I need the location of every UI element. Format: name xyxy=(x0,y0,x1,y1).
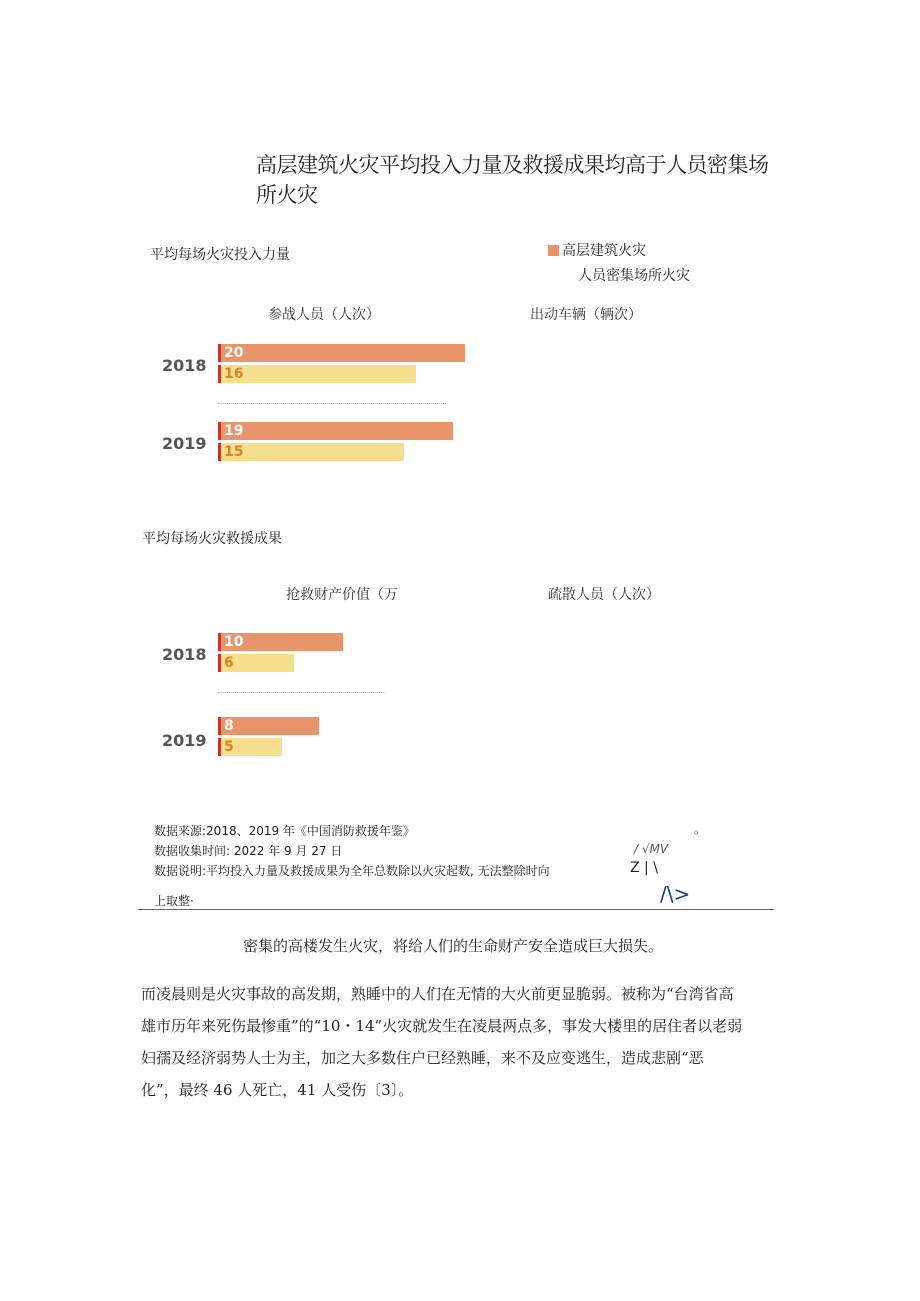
data-label: 15 xyxy=(224,444,244,460)
data-label: 6 xyxy=(224,655,234,671)
note-explain: 数据说明:平均投入力量及救援成果为全年总数除以火灾起数, 无法整除时向 xyxy=(154,864,550,878)
bar-2019-high-rise xyxy=(218,717,319,735)
note-explain-continued: 上取整· xyxy=(154,894,194,908)
note-period: 。 xyxy=(694,822,707,836)
note-source: 数据来源:2018、2019 年《中国消防救援年鉴》 xyxy=(154,824,415,838)
data-label: 16 xyxy=(224,366,244,382)
stray-mark-2: Z | \ xyxy=(630,860,658,876)
divider-line xyxy=(138,909,774,910)
year-label: 2019 xyxy=(162,731,207,750)
year-label: 2019 xyxy=(162,434,207,453)
year-label: 2018 xyxy=(162,356,207,375)
bar-2019-crowded xyxy=(218,738,282,756)
chart2-title: 出动车辆（辆次） xyxy=(530,307,642,323)
bar-2019-high-rise xyxy=(218,422,453,440)
body-paragraph-line: 妇孺及经济弱势人士为主，加之大多数住户已经熟睡，来不及应变逃生，造成悲剧“恶 xyxy=(141,1049,704,1067)
data-label: 20 xyxy=(224,345,244,361)
bar-2018-crowded xyxy=(218,654,294,672)
year-label: 2018 xyxy=(162,645,207,664)
note-collected: 数据收集时间: 2022 年 9 月 27 日 xyxy=(154,844,343,858)
stray-mark-3: /\> xyxy=(660,882,691,906)
legend-label-high-rise: 高层建筑火灾 xyxy=(562,243,646,259)
stray-mark-1: / √MV xyxy=(634,842,669,856)
section1-heading: 平均每场火灾投入力量 xyxy=(150,247,290,263)
chart4-title: 疏散人员（人次） xyxy=(548,587,660,603)
page-title: 高层建筑火灾平均投入力量及救援成果均高于人员密集场所火灾 xyxy=(256,153,769,207)
bar-2018-high-rise xyxy=(218,344,465,362)
chart3-title: 抢救财产价值（万 xyxy=(286,587,398,603)
data-label: 5 xyxy=(224,739,234,755)
data-label: 8 xyxy=(224,718,234,734)
body-paragraph-line: 雄市历年来死伤最惨重”的“10・14”火灾就发生在凌晨两点多，事发大楼里的居住者以老弱 xyxy=(141,1017,743,1035)
legend-swatch-high-rise xyxy=(548,245,559,256)
legend-crowded: 人员密集场所火灾 xyxy=(578,268,690,284)
body-paragraph-line: 密集的高楼发生火灾，将给人们的生命财产安全造成巨大损失。 xyxy=(243,937,664,955)
body-paragraph-line: 而凌晨则是火灾事故的高发期，熟睡中的人们在无情的大火前更显脆弱。被称为“台湾省高 xyxy=(141,985,734,1003)
chart1-title: 参战人员（人次） xyxy=(268,307,380,323)
legend-high-rise xyxy=(548,240,646,260)
data-label: 19 xyxy=(224,423,244,439)
body-paragraph-line: 化”，最终 46 人死亡，41 人受伤〔3〕。 xyxy=(141,1081,414,1099)
divider xyxy=(218,692,386,693)
bar-2018-crowded xyxy=(218,365,416,383)
bar-2018-high-rise xyxy=(218,633,343,651)
bar-2019-crowded xyxy=(218,443,404,461)
data-label: 10 xyxy=(224,634,244,650)
divider xyxy=(218,403,446,404)
section2-heading: 平均每场火灾救援成果 xyxy=(142,531,282,547)
